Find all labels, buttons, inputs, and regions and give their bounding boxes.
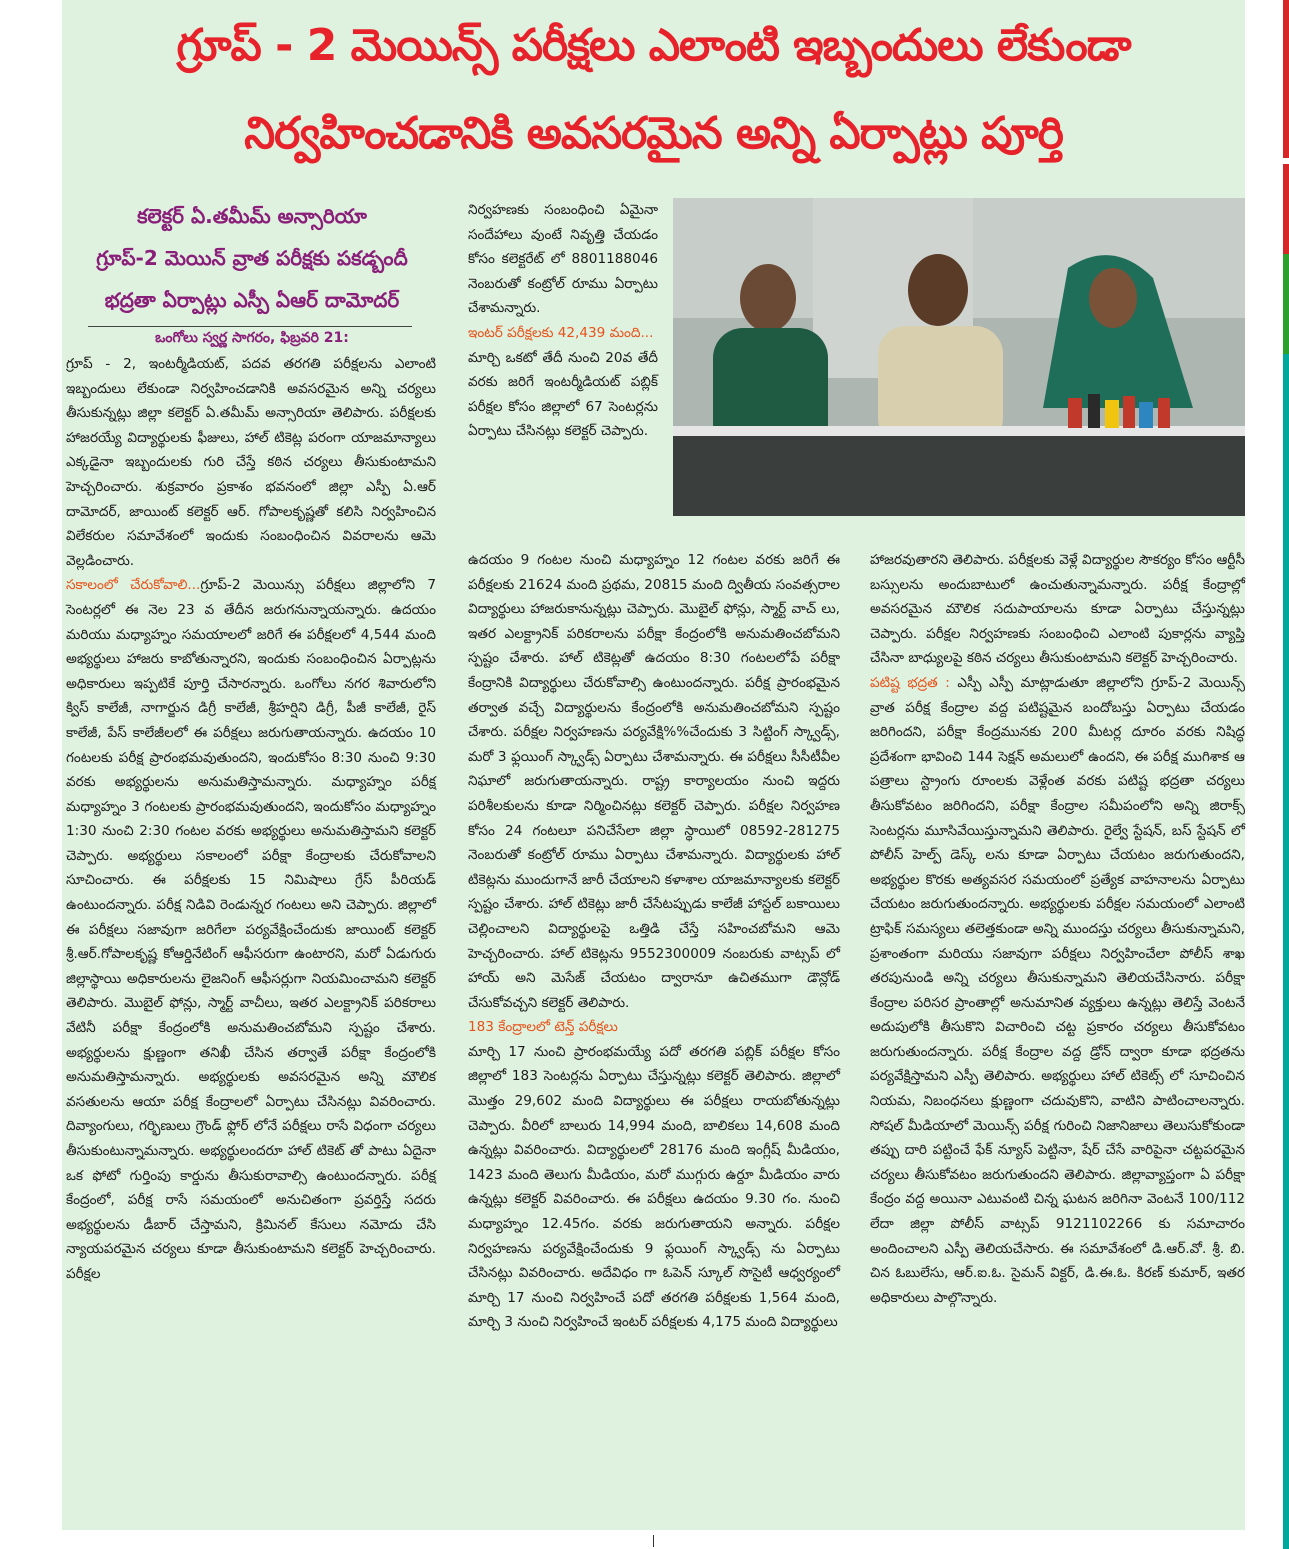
col1-kicker: సకాలంలో చేరుకోవాలి... bbox=[66, 577, 201, 594]
col1-paragraph-2 bbox=[66, 573, 436, 1286]
col3-paragraph-1: హాజరవుతారని తెలిపారు. పరీక్షలకు వెళ్లే విద్యార్థుల సౌకర్యం కోసం ఆర్టీసీ బస్సులను అందుబాటులో ఉంచుతున్నామన్నారు. పరీక్ష కేంద్రాల్లో అవసరమైన మౌలిక సదుపాయాలను కూడా ఏర్పాటు చేస్తున్నట్లు చెప్పారు. పరీక్షల నిర్వహణకు సంబంధించి ఎలాంటి పుకార్లను వ్యాప్తి చేసినా బాధ్యులపై కఠిన చర్యలు తీసుకుంటామని కలెక్టర్ హెచ్చరించారు. bbox=[870, 552, 1245, 667]
headline-line-2: నిర్వహించడానికి అవసరమైన అన్ని ఏర్పాట్లు పూర్తి bbox=[244, 108, 1063, 159]
article-column-1 bbox=[66, 352, 436, 1287]
col3-paragraph-2 bbox=[870, 671, 1245, 1310]
edge-stripe-red bbox=[1283, 0, 1289, 158]
headline-band bbox=[62, 0, 1245, 196]
col2-paragraph-1: ఉదయం 9 గంటల నుంచి మధ్యాహ్నం 12 గంటల వరకు జరిగే ఈ పరీక్షలకు 21624 మంది ప్రథమ, 20815 మంది ద్వితీయ సంవత్సరాల విద్యార్థులు హాజరుకానున్నట్లు చెప్పారు. మొబైల్ ఫోన్లు, స్మార్ట్ వాచ్ లు, ఇతర ఎలక్ట్రానిక్ పరికరాలను పరీక్షా కేంద్రంలోకి అనుమతించబోమని స్పష్టం చేశారు. హాల్ టికెట్లతో ఉదయం 8:30 గంటలలోపే పరీక్షా కేంద్రానికి విద్యార్థులు చేరుకోవాల్సి ఉంటుందన్నారు. పరీక్ష ప్రారంభమైన తర్వాత వచ్చే విద్యార్థులను కేంద్రంలోకి అనుమతించబోమని స్పష్టం చేశారు. పరీక్షల నిర్వహణను పర్యవేక్షి%%చేందుకు 3 సిట్టింగ్ స్క్వాడ్స్, మరో 3 ఫ్లయింగ్ స్క్వాడ్స్ ఏర్పాటు చేశామన్నారు. ఈ పరీక్షలు సీసీటీవీల నిఘాలో జరుగుతాయన్నారు. రాష్ట్ర కార్యాలయం నుంచి ఇద్దరు పరిశీలకులను కూడా నిర్మించినట్లు కలెక్టర్ చెప్పారు. పరీక్షల నిర్వహణ కోసం 24 గంటలూ పనిచేసేలా జిల్లా స్థాయిలో 08592-281275 నెంబరుతో కంట్రోల్ రూము ఏర్పాటు చేశామన్నారు. విద్యార్థులకు హాల్ టికెట్లను ముందుగానే జారీ చేయాలని కళాశాల యాజమాన్యాలకు కలెక్టర్ స్పష్టం చేశారు. హాల్ టికెట్లు జారీ చేసేటప్పుడు కాలేజీ హాస్టల్ బకాయిలు చెల్లించాలని విద్యార్థులపై ఒత్తిడి చేస్తే సహించబోమని ఆమె హెచ్చరించారు. హాల్ టికెట్లను 9552300009 నంబరుకు వాట్సప్ లో హాయ్ అని మెసేజ్ చేయటం ద్వారానూ ఉచితముగా డౌన్లోడ్ చేసుకోవచ్చని కలెక్టర్ తెలిపారు. bbox=[468, 552, 840, 1011]
dateline: ఒంగోలు స్వర్ణ సాగరం, ఫిబ్రవరి 21: bbox=[155, 330, 349, 346]
press-meet-illustration bbox=[673, 198, 1245, 516]
footer-mark bbox=[653, 1535, 654, 1547]
col3-kicker: పటిష్ట భద్రత : bbox=[870, 674, 950, 691]
col2-top-paragraph-2: మార్చి ఒకటో తేదీ నుంచి 20వ తేదీ వరకు జరిగే ఇంటర్మీడియట్ పబ్లిక్ పరీక్షల కోసం జిల్లాలో 67 సెంటర్లను ఏర్పాటు చేసినట్లు కలెక్టర్ చెప్పారు. bbox=[468, 349, 658, 440]
col1-paragraph-1: గ్రూప్ - 2, ఇంటర్మీడియట్, పదవ తరగతి పరీక్షలను ఎలాంటి ఇబ్బందులు లేకుండా నిర్వహించడానికి అవసరమైన అన్ని చర్యలు తీసుకున్నట్లు జిల్లా కలెక్టర్ ఏ.తమీమ్ అన్సారియా తెలిపారు. పరీక్షలకు హాజరయ్యే విద్యార్థులకు ఫీజులు, హాల్ టికెట్ల పరంగా యాజమాన్యాలు ఎక్కడైనా ఇబ్బందులకు గురి చేస్తే కఠిన చర్యలు తీసుకుంటామని హెచ్చరించారు. శుక్రవారం ప్రకాశం భవనంలో జిల్లా ఎస్పీ ఏ.ఆర్ దామోదర్, జాయింట్ కలెక్టర్ ఆర్. గోపాలకృష్ణతో కలిసి నిర్వహించిన విలేకరుల సమావేశంలో ఇందుకు సంబంధించిన వివరాలను ఆమె వెల్లడించారు. bbox=[66, 356, 436, 569]
col2-top-kicker: ఇంటర్ పరీక్షలకు 42,439 మంది... bbox=[468, 324, 654, 341]
col2-top-paragraph-1: నిర్వహణకు సంబంధించి ఏమైనా సందేహాలు వుంటే నివృత్తి చేయడం కోసం కలెక్టరేట్ లో 8801188046 నెంబరుతో కంట్రోల్ రూము ఏర్పాటు చేశామన్నారు. bbox=[468, 202, 658, 317]
col3-paragraph-2-text: ఎస్పీ ఎస్పీ మాట్లాడుతూ జిల్లాలోని గ్రూప్-2 మెయిన్స్ వ్రాత పరీక్ష కేంద్రాల వద్ద పటిష్టమైన బందోబస్తు ఏర్పాటు చేయడం జరిగిందని, పరీక్షా కేంద్రమునకు 200 మీటర్ల దూరం వరకు నిషిద్ధ ప్రదేశంగా భావించి 144 సెక్షన్ అమలులో ఉందని, ఈ పరీక్ష ముగిశాక ఆ పత్రాలు స్ట్రాంగు రూంలకు వెళ్లేంత వరకు పటిష్ట భద్రతా చర్యలు తీసుకోవటం జరిగిందని, పరీక్షా కేంద్రాల సమీపంలోని అన్ని జిరాక్స్ సెంటర్లను మూసివేయిస్తున్నామని తెలిపారు. రైల్వే స్టేషన్, బస్ స్టేషన్ లో పోలీస్ హెల్ప్ డెస్క్ లను కూడా ఏర్పాటు చేయటం జరుగుతుందని, అభ్యర్థుల కొరకు అత్యవసర సమయంలో ప్రత్యేక వాహనాలను ఏర్పాటు చేయటం జరుగుతుందన్నారు. అభ్యర్థులకు పరీక్షల సమయంలో ఎలాంటి ట్రాఫిక్ సమస్యలు తలెత్తకుండా అన్ని ముందస్తు చర్యలు తీసుకున్నామని, ప్రశాంతంగా మరియు సజావుగా పరీక్షలు నిర్వహించేలా పోలీస్ శాఖ తరపునుండి అన్ని చర్యలు తీసుకున్నామని తెలియచేసినారు. పరీక్షా కేంద్రాల పరిసర ప్రాంతాల్లో అనుమానిత వ్యక్తులు ఉన్నట్లు తెలిస్తే వెంటనే అదుపులోకి తీసుకొని విచారించి చట్ట ప్రకారం చర్యలు తీసుకోవటం జరుగుతుందన్నారు. పరీక్ష కేంద్రాల వద్ద డ్రోన్ ద్వారా కూడా భద్రతను పర్యవేక్షిస్తామని ఎస్పీ తెలిపారు. అభ్యర్థులు హాల్ టికెట్స్ లో సూచించిన నియమ, నిబంధనలు క్షుణ్ణంగా చదువుకొని, వాటిని పాటించాలన్నారు. సోషల్ మీడియాలో మెయిన్స్ పరీక్ష గురించి నిజానిజాలు తెలుసుకోకుండా తప్పు దారి పట్టించే ఫేక్ న్యూస్ పెట్టినా, షేర్ చేసే వారిపైనా చట్టపరమైన చర్యలు తీసుకోవటం జరుగుతుందని తెలిపారు. జిల్లావ్యాప్తంగా ఏ పరీక్షా కేంద్రం వద్ద అయినా ఎటువంటి చిన్న ఘటన జరిగినా వెంటనే 100/112 లేదా జిల్లా పోలీస్ వాట్సప్ 9121102266 కు సమాచారం అందించాలని ఎస్పీ తెలియచేసారు. ఈ సమావేశంలో డి.ఆర్.వో. శ్రీ. బి. చిన ఓబులేసు, ఆర్.ఐ.ఓ. సైమన్ విక్టర్, డి.ఈ.ఓ. కిరణ్ కుమార్, ఇతర అధికారులు పాల్గొన్నారు. bbox=[870, 674, 1246, 1306]
edge-stripe-green bbox=[1283, 254, 1289, 354]
article-column-3 bbox=[870, 548, 1245, 1310]
edge-stripe-red-2 bbox=[1283, 164, 1289, 254]
article-column-2 bbox=[468, 548, 840, 1335]
col2-kicker: 183 కేంద్రాలలో టెన్త్ పరీక్షలు bbox=[468, 1019, 618, 1036]
subhead-2: గ్రూప్-2 మెయిన్ వ్రాత పరీక్షకు పకడ్బందీ bbox=[96, 246, 408, 270]
press-meet-photo bbox=[673, 198, 1245, 516]
col2-paragraph-2: మార్చి 17 నుంచి ప్రారంభమయ్యే పదో తరగతి పబ్లిక్ పరీక్షల కోసం జిల్లాలో 183 సెంటర్లను ఏర్పాటు చేస్తున్నట్లు కలెక్టర్ తెలిపారు. జిల్లాలో మొత్తం 29,602 మంది విద్యార్థులు ఈ పరీక్షలు రాయబోతున్నట్లు చెప్పారు. వీరిలో బాలురు 14,994 మంది, బాలికలు 14,608 మంది ఉన్నట్లు వివరించారు. విద్యార్థులలో 28176 మంది ఇంగ్లీష్ మీడియం, 1423 మంది తెలుగు మీడియం, మరో ముగ్గురు ఉర్దూ మీడియం వారు ఉన్నట్లు కలెక్టర్ వివరించారు. ఈ పరీక్షలు ఉదయం 9.30 గం. నుంచి మధ్యాహ్నం 12.45గం. వరకు జరుగుతాయని అన్నారు. పరీక్షల నిర్వహణను పర్యవేక్షించేందుకు 9 ఫ్లయింగ్ స్క్వాడ్స్ ను ఏర్పాటు చేసినట్లు వివరించారు. అదేవిధం గా ఓపెన్ స్కూల్ సొసైటీ ఆధ్వర్యంలో మార్చి 17 నుంచి నిర్వహించే పదో తరగతి పరీక్షలకు 1,564 మంది, మార్చి 3 నుంచి నిర్వహించే ఇంటర్ పరీక్షలకు 4,175 మంది విద్యార్థులు bbox=[468, 1043, 840, 1331]
subhead-1: కలెక్టర్ ఏ.తమీమ్ అన్సారియా bbox=[137, 204, 367, 228]
edge-stripe-teal bbox=[1283, 354, 1289, 1549]
subhead-divider bbox=[88, 326, 412, 327]
col1-paragraph-2-text: గ్రూప్-2 మెయిన్సు పరీక్షలు జిల్లాలోని 7 సెంటర్లలో ఈ నెల 23 వ తేదీన జరుగనున్నాయన్నారు. ఉదయం మరియు మధ్యాహ్నం సమయాలలో జరిగే ఈ పరీక్షలలో 4,544 మంది అభ్యర్థులు హాజరు కాబోతున్నారని, ఇందుకు సంబంధించిన ఏర్పాట్లను అధికారులు ఇప్పటికే పూర్తి చేసారన్నారు. ఒంగోలు నగర శివారులోని క్విస్ కాలేజీ, నాగార్జున డిగ్రీ కాలేజీ, శ్రీహర్షిని డిగ్రీ, పీజీ కాలేజీ, రైస్ కాలేజీ, పేస్ కాలేజీలలో ఈ పరీక్షలు జరుగుతాయన్నారు. ఉదయం 10 గంటలకు పరీక్ష ప్రారంభమవుతుందని, ఇందుకోసం 8:30 నుంచి 9:30 వరకు అభ్యర్థులను అనుమతిస్తామన్నారు. మధ్యాహ్నం పరీక్ష మధ్యాహ్నం 3 గంటలకు ప్రారంభమవుతుందని, ఇందుకోసం మధ్యాహ్నం 1:30 నుంచి 2:30 గంటల వరకు అభ్యర్థులు అనుమతిస్తామని కలెక్టర్ చెప్పారు. అభ్యర్థులు సకాలంలో పరీక్షా కేంద్రాలకు చేరుకోవాలని సూచించారు. ఈ పరీక్షలకు 15 నిమిషాలు గ్రేస్ పీరియడ్ ఉంటుందన్నారు. పరీక్ష నిడివి రెండున్నర గంటలు అని చెప్పారు. జిల్లాలో ఈ పరీక్షలు సజావుగా జరిగేలా పర్యవేక్షించేందుకు జాయింట్ కలెక్టర్ శ్రీ.ఆర్.గోపాలకృష్ణ కోఆర్డినేటింగ్ ఆఫీసరుగా ఉంటారని, మరో ఏడుగురు జిల్లాస్థాయి అధికారులను లైజనింగ్ ఆఫీసర్లుగా నియమించామని కలెక్టర్ తెలిపారు. మొబైల్ ఫోన్లు, స్మార్ట్ వాచీలు, ఇతర ఎలక్ట్రానిక్ పరికరాలు వేటినీ పరీక్షా కేంద్రంలోకి అనుమతించబోమని స్పష్టం చేశారు. అభ్యర్థులను క్షుణ్ణంగా తనిఖీ చేసిన తర్వాతే పరీక్షా కేంద్రంలోకి అనుమతిస్తామన్నారు. అభ్యర్థులకు అవసరమైన అన్ని మౌలిక వసతులను ఆయా పరీక్ష కేంద్రాలలో ఏర్పాటు చేసినట్లు వివరించారు. దివ్యాంగులు, గర్భిణులు గ్రౌండ్ ఫ్లోర్ లోనే పరీక్షలు రాసే విధంగా చర్యలు తీసుకుంటున్నామన్నారు. అభ్యర్థులందరూ హాల్ టికెట్ తో పాటు ఏదైనా ఒక ఫోటో గుర్తింపు కార్డును తీసుకురావాల్సి ఉంటుందన్నారు. పరీక్ష కేంద్రంలో, పరీక్ష రాసే సమయంలో అనుచితంగా ప్రవర్తిస్తే సదరు అభ్యర్థులను డీబార్ చేస్తామని, క్రిమినల్ కేసులు నమోదు చేసి న్యాయపరమైన చర్యలు కూడా తీసుకుంటామని కలెక్టర్ హెచ్చరించారు. పరీక్షల bbox=[66, 577, 437, 1282]
subhead-3: భద్రతా ఏర్పాట్లు ఎస్పీ ఏఆర్ దామోదర్ bbox=[104, 288, 400, 312]
headline-line-1: గ్రూప్ - 2 మెయిన్స్ పరీక్షలు ఎలాంటి ఇబ్బందులు లేకుండా bbox=[176, 20, 1131, 71]
article-column-2-top bbox=[468, 198, 658, 444]
